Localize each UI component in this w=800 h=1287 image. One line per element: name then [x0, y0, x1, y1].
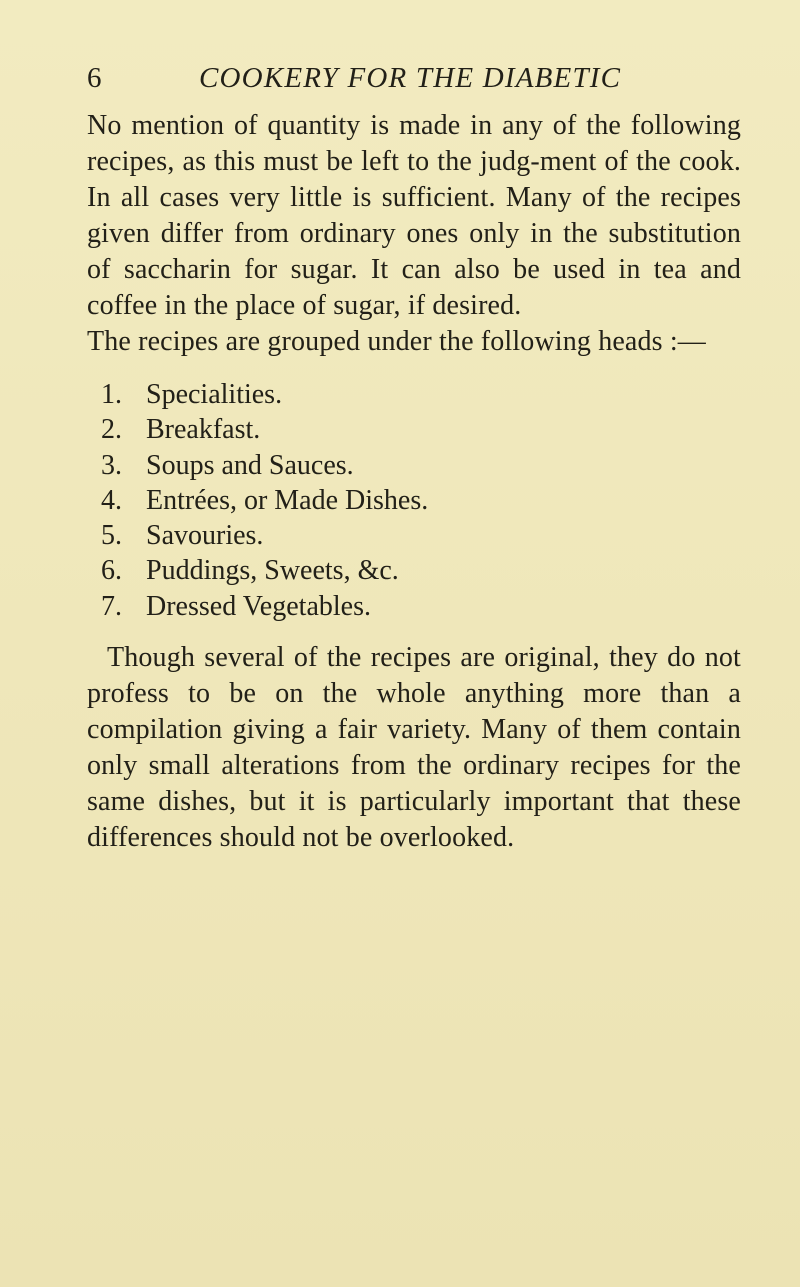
- list-item-label: Soups and Sauces.: [146, 449, 354, 481]
- list-item-label: Savouries.: [146, 520, 264, 552]
- list-item-number: 5.: [101, 520, 122, 552]
- list-item-label: Puddings, Sweets, &c.: [146, 555, 399, 587]
- body-text: [87, 108, 741, 856]
- list-item: [87, 448, 741, 483]
- intro-paragraph: No mention of quantity is made in any of the following recipes, as this must be left to the judg-ment of the cook. In all cases very little is sufficient. Many of the recipes given differ from ordinary ones only in the substitution of saccharin for sugar. It can also be used in tea and coffee in the place of sugar, if desired.: [87, 110, 741, 321]
- list-item: [87, 589, 741, 624]
- recipe-groups-paragraph: The recipes are grouped under the following heads :—: [87, 326, 706, 357]
- list-item: [87, 553, 741, 588]
- list-item-label: Entrées, or Made Dishes.: [146, 484, 429, 516]
- list-item-label: Dressed Vegetables.: [146, 590, 371, 622]
- page-number: 6: [87, 62, 102, 94]
- list-item: [87, 377, 741, 412]
- list-item: [87, 518, 741, 553]
- page-header: [87, 58, 747, 98]
- list-item-number: 6.: [101, 555, 122, 587]
- running-title: COOKERY FOR THE DIABETIC: [199, 62, 622, 94]
- list-item: [87, 412, 741, 447]
- list-item-label: Breakfast.: [146, 414, 261, 446]
- list-item: [87, 483, 741, 518]
- closing-paragraph: Though several of the recipes are original, they do not profess to be on the whole anything more than a compilation giving a fair variety. Many of them contain only small alterations from the ordinary recipes for the same dishes, but it is particularly important that these differences should not be overlooked.: [87, 642, 741, 854]
- list-item-label: Specialities.: [146, 379, 283, 410]
- list-item-number: 7.: [101, 590, 122, 622]
- recipe-heads-list: [87, 377, 741, 624]
- list-item-number: 1.: [101, 379, 122, 410]
- list-item-number: 2.: [101, 414, 122, 446]
- list-item-number: 4.: [101, 484, 122, 516]
- list-item-number: 3.: [101, 449, 122, 481]
